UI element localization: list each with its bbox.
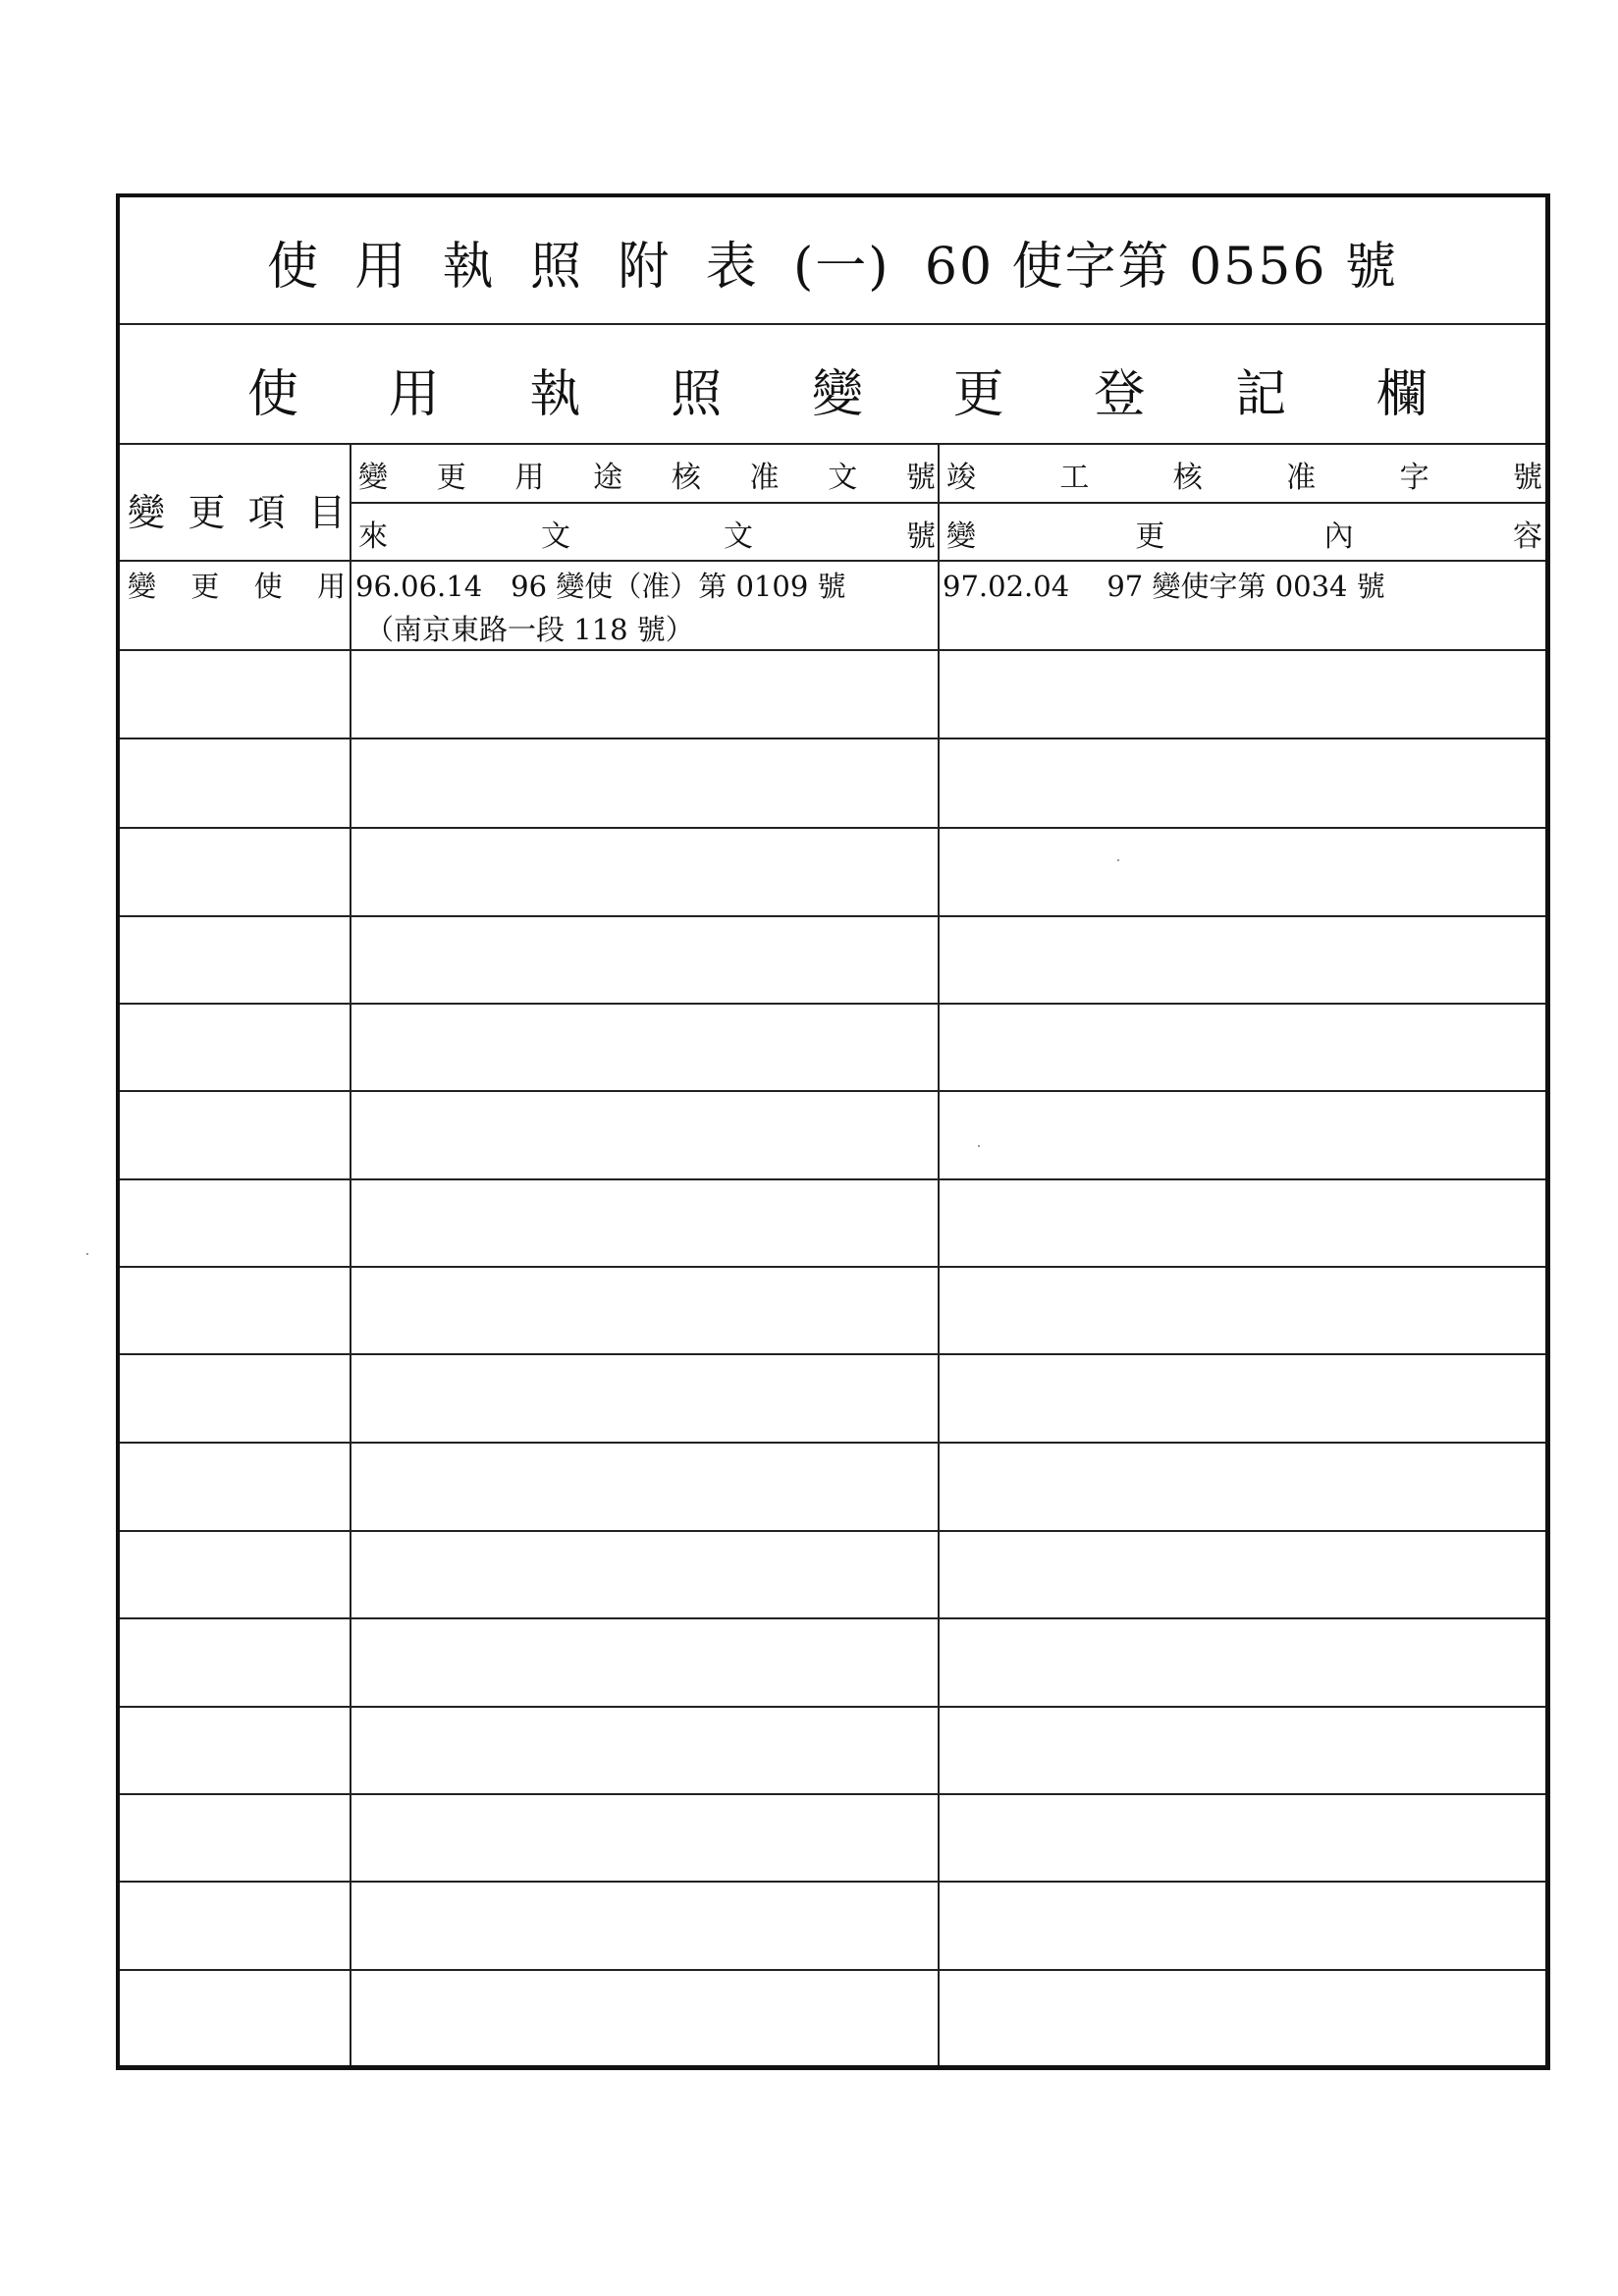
row-divider: [120, 1969, 1545, 1971]
approval-address-cell: （南京東路一段 118 號）: [365, 613, 694, 646]
scan-speck: [86, 1253, 88, 1255]
form-title: [267, 217, 1398, 305]
row-divider: [120, 1003, 1545, 1005]
heading-char: 更: [952, 364, 1004, 424]
scan-speck: [978, 1145, 980, 1147]
row-divider: [120, 1881, 1545, 1883]
approval-number-cell: 96.06.14 96 變使（准）第 0109 號: [355, 570, 846, 603]
row-divider: [120, 1178, 1545, 1180]
title-char: 照: [529, 237, 583, 297]
heading-char: 用: [388, 364, 440, 424]
divider: [351, 502, 1545, 504]
section-heading: [247, 335, 1428, 443]
divider: [120, 560, 1545, 562]
column-header-incoming-doc-number: 來 文 文 號: [358, 519, 936, 554]
row-divider: [120, 1706, 1545, 1708]
scan-speck: [1117, 859, 1119, 861]
title-char: 使: [267, 237, 321, 297]
title-suffix: (一): [792, 237, 890, 297]
row-divider: [120, 1617, 1545, 1619]
heading-char: 照: [671, 364, 723, 424]
title-char: 用: [354, 237, 408, 297]
change-item-cell: 變 更 使 用: [128, 570, 346, 603]
heading-char: 執: [529, 364, 581, 424]
heading-char: 使: [247, 364, 299, 424]
heading-char: 登: [1094, 364, 1146, 424]
column-divider: [938, 443, 940, 2065]
heading-char: 記: [1235, 364, 1287, 424]
row-divider: [120, 915, 1545, 917]
column-header-change-item: 變 更 項 目: [128, 490, 346, 534]
column-header-approval-number: 變 更 用 途 核 准 文 號: [358, 461, 936, 495]
title-char: 執: [442, 237, 496, 297]
change-registration-form: [116, 193, 1550, 2070]
row-divider: [120, 1090, 1545, 1092]
row-divider: [120, 827, 1545, 829]
title-char: 表: [705, 237, 759, 297]
row-divider: [120, 1530, 1545, 1532]
title-char: 附: [618, 237, 672, 297]
heading-char: 欄: [1375, 364, 1428, 424]
divider: [120, 323, 1545, 325]
row-divider: [120, 1353, 1545, 1355]
heading-char: 變: [811, 364, 863, 424]
column-divider: [350, 443, 351, 2065]
row-divider: [120, 1793, 1545, 1795]
column-header-change-content: 變 更 內 容: [946, 519, 1542, 554]
row-divider: [120, 1266, 1545, 1268]
divider: [120, 443, 1545, 445]
row-divider: [120, 649, 1545, 651]
completion-number-cell: 97.02.04 97 變使字第 0034 號: [943, 570, 1385, 603]
permit-number: 60 使字第 0556 號: [924, 237, 1398, 297]
column-header-completion-approval: 竣 工 核 准 字 號: [946, 461, 1542, 495]
row-divider: [120, 738, 1545, 739]
row-divider: [120, 1442, 1545, 1444]
